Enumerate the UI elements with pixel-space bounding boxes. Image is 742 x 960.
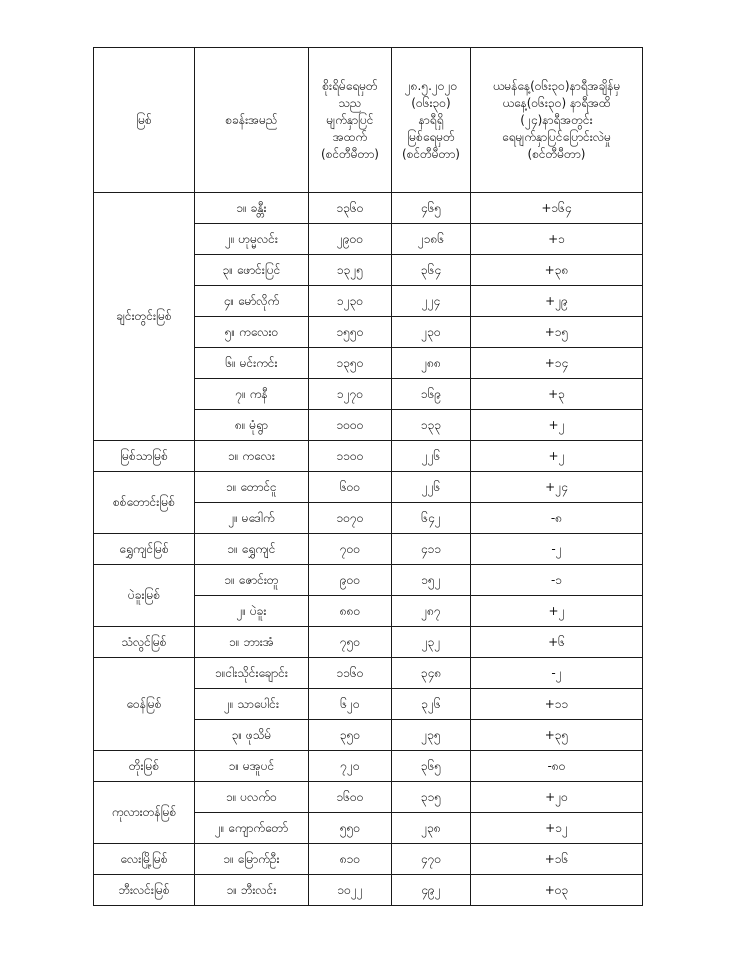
level-change-cell: +၃၅	[471, 720, 643, 751]
current-level-cell: ၃၆၄	[392, 255, 471, 286]
station-name-cell: ၂။ ပဲခူး	[195, 596, 309, 627]
level-change-cell: +၁၆၄	[471, 193, 643, 224]
level-change-cell: -၂	[471, 534, 643, 565]
header-danger-level: စိုးရိမ်ရေမှတ် သည မျက်နှာပြင် အထက် (စင်တီမီတာ)	[309, 48, 392, 193]
level-change-cell: -၂	[471, 658, 643, 689]
station-name-cell: ၁။ ဘားအံ	[195, 627, 309, 658]
station-name-cell: ၁။ ရွှေကျင်	[195, 534, 309, 565]
current-level-cell: ၂၈၇	[392, 596, 471, 627]
danger-level-cell: ၇၂၀	[309, 751, 392, 782]
station-name-cell: ၁။ ဇောင်းတူ	[195, 565, 309, 596]
river-name-cell: မြစ်သာမြစ်	[94, 441, 195, 472]
river-name-cell: ဝေန်မြစ်	[94, 658, 195, 751]
header-row	[94, 48, 643, 193]
station-name-cell: ၂။ မဒေါက်	[195, 503, 309, 534]
current-level-cell: ၄၆၅	[392, 193, 471, 224]
table-row	[94, 193, 643, 224]
header-river: မြစ်	[94, 48, 195, 193]
level-change-cell: +၂၉	[471, 286, 643, 317]
header-station: စခန်းအမည်	[195, 48, 309, 193]
table-row	[94, 441, 643, 472]
current-level-cell: ၄၇၀	[392, 844, 471, 875]
current-level-cell: ၂၃၈	[392, 813, 471, 844]
level-change-cell: +၂	[471, 441, 643, 472]
river-name-cell: စစ်တောင်းမြစ်	[94, 472, 195, 534]
station-name-cell: ၃။ ဖုသိမ်	[195, 720, 309, 751]
table-row	[94, 627, 643, 658]
danger-level-cell: ၁၅၅၀	[309, 317, 392, 348]
table-row	[94, 565, 643, 596]
table-row	[94, 472, 643, 503]
danger-level-cell: ၁၆၀၀	[309, 782, 392, 813]
danger-level-cell: ၁၃၅၀	[309, 348, 392, 379]
current-level-cell: ၂၂၄	[392, 286, 471, 317]
station-name-cell: ၁။ ခန္တီး	[195, 193, 309, 224]
station-name-cell: ၆။ မင်းကင်း	[195, 348, 309, 379]
station-name-cell: ၁။ ဘီးလင်း	[195, 875, 309, 906]
river-name-cell: ရွှေကျင်မြစ်	[94, 534, 195, 565]
danger-level-cell: ၉၀၀	[309, 565, 392, 596]
danger-level-cell: ၆၀၀	[309, 472, 392, 503]
current-level-cell: ၄၁၁	[392, 534, 471, 565]
danger-level-cell: ၁၃၆၀	[309, 193, 392, 224]
level-change-cell: +၁	[471, 224, 643, 255]
station-name-cell: ၂။ သာပေါင်း	[195, 689, 309, 720]
station-name-cell: ၁။ မြောက်ဦး	[195, 844, 309, 875]
table-row	[94, 875, 643, 906]
danger-level-cell: ၇၀၀	[309, 534, 392, 565]
level-change-cell: -၈၀	[471, 751, 643, 782]
current-level-cell: ၃၆၅	[392, 751, 471, 782]
current-level-cell: ၁၆၉	[392, 379, 471, 410]
table-row	[94, 534, 643, 565]
current-level-cell: ၃၄၈	[392, 658, 471, 689]
danger-level-cell: ၂၉၀၀	[309, 224, 392, 255]
current-level-cell: ၂၂၆	[392, 441, 471, 472]
river-name-cell: သံလွင်မြစ်	[94, 627, 195, 658]
current-level-cell: ၂၁၈၆	[392, 224, 471, 255]
river-name-cell: ချင်းတွင်းမြစ်	[94, 193, 195, 441]
current-level-cell: ၂၃၂	[392, 627, 471, 658]
header-current-level: ၂၈.၅.၂၀၂၀ (၀၆း၃၀) နာရီရှိ မြစ်ရေမှတ် (စင်တီမီတာ)	[392, 48, 471, 193]
table-body	[94, 193, 643, 906]
level-change-cell: +၁၂	[471, 813, 643, 844]
table-row	[94, 844, 643, 875]
station-name-cell: ၂။ ဟုမ္မလင်း	[195, 224, 309, 255]
river-name-cell: ကုလားတန်မြစ်	[94, 782, 195, 844]
river-name-cell: တိုးမြစ်	[94, 751, 195, 782]
danger-level-cell: ၁၁၆၀	[309, 658, 392, 689]
danger-level-cell: ၁၃၂၅	[309, 255, 392, 286]
danger-level-cell: ၃၅၀	[309, 720, 392, 751]
current-level-cell: ၆၄၂	[392, 503, 471, 534]
station-name-cell: ၁။ ပလက်ဝ	[195, 782, 309, 813]
current-level-cell: ၁၃၃	[392, 410, 471, 441]
danger-level-cell: ၁၀၇၀	[309, 503, 392, 534]
current-level-cell: ၂၂၆	[392, 472, 471, 503]
danger-level-cell: ၁၁၀၀	[309, 441, 392, 472]
danger-level-cell: ၅၅၀	[309, 813, 392, 844]
station-name-cell: ၂။ ကျောက်တော်	[195, 813, 309, 844]
level-change-cell: +၂	[471, 410, 643, 441]
danger-level-cell: ၈၈၀	[309, 596, 392, 627]
header-change: ယမန်နေ့(၀၆း၃၀)နာရီအချိန်မှ ယနေ့(၀၆း၃၀) နာရီအထိ (၂၄)နာရီအတွင်း ရေမျက်နှာပြင်ပြောင်းလဲမှု (စင်တီမီတာ)	[471, 48, 643, 193]
station-name-cell: ၇။ ကနီ	[195, 379, 309, 410]
station-name-cell: ၁။ ကလေး	[195, 441, 309, 472]
level-change-cell: +၆	[471, 627, 643, 658]
station-name-cell: ၅။ ကလေးဝ	[195, 317, 309, 348]
level-change-cell: +၂	[471, 596, 643, 627]
level-change-cell: +၁၅	[471, 317, 643, 348]
station-name-cell: ၁။ တောင်ငူ	[195, 472, 309, 503]
station-name-cell: ၁။ မအူပင်	[195, 751, 309, 782]
danger-level-cell: ၁၂၃၀	[309, 286, 392, 317]
table-row	[94, 782, 643, 813]
danger-level-cell: ၆၂၀	[309, 689, 392, 720]
level-change-cell: +၀၃	[471, 875, 643, 906]
current-level-cell: ၂၃၅	[392, 720, 471, 751]
station-name-cell: ၈။ မုံရွာ	[195, 410, 309, 441]
current-level-cell: ၂၃၀	[392, 317, 471, 348]
river-level-table	[93, 47, 643, 906]
current-level-cell: ၄၉၂	[392, 875, 471, 906]
level-change-cell: +၁၆	[471, 844, 643, 875]
level-change-cell: +၂၄	[471, 472, 643, 503]
level-change-cell: +၃	[471, 379, 643, 410]
station-name-cell: ၃။ ဖောင်းပြင်	[195, 255, 309, 286]
level-change-cell: +၁၄	[471, 348, 643, 379]
table-row	[94, 658, 643, 689]
station-name-cell: ၁။ငါးသိုင်းချောင်း	[195, 658, 309, 689]
level-change-cell: +၁၁	[471, 689, 643, 720]
current-level-cell: ၁၅၂	[392, 565, 471, 596]
level-change-cell: -၈	[471, 503, 643, 534]
danger-level-cell: ၁၀၂၂	[309, 875, 392, 906]
table-row	[94, 751, 643, 782]
current-level-cell: ၃၂၆	[392, 689, 471, 720]
danger-level-cell: ၁၂၇၀	[309, 379, 392, 410]
level-change-cell: -၁	[471, 565, 643, 596]
table-header	[94, 48, 643, 193]
danger-level-cell: ၁၀၀၀	[309, 410, 392, 441]
danger-level-cell: ၇၅၀	[309, 627, 392, 658]
level-change-cell: +၂၀	[471, 782, 643, 813]
danger-level-cell: ၈၁၀	[309, 844, 392, 875]
current-level-cell: ၂၈၈	[392, 348, 471, 379]
river-name-cell: ဘီးလင်းမြစ်	[94, 875, 195, 906]
river-name-cell: လေးမြို့မြစ်	[94, 844, 195, 875]
current-level-cell: ၃၁၅	[392, 782, 471, 813]
station-name-cell: ၄။ မော်လိုက်	[195, 286, 309, 317]
level-change-cell: +၃၈	[471, 255, 643, 286]
river-name-cell: ပဲခူးမြစ်	[94, 565, 195, 627]
